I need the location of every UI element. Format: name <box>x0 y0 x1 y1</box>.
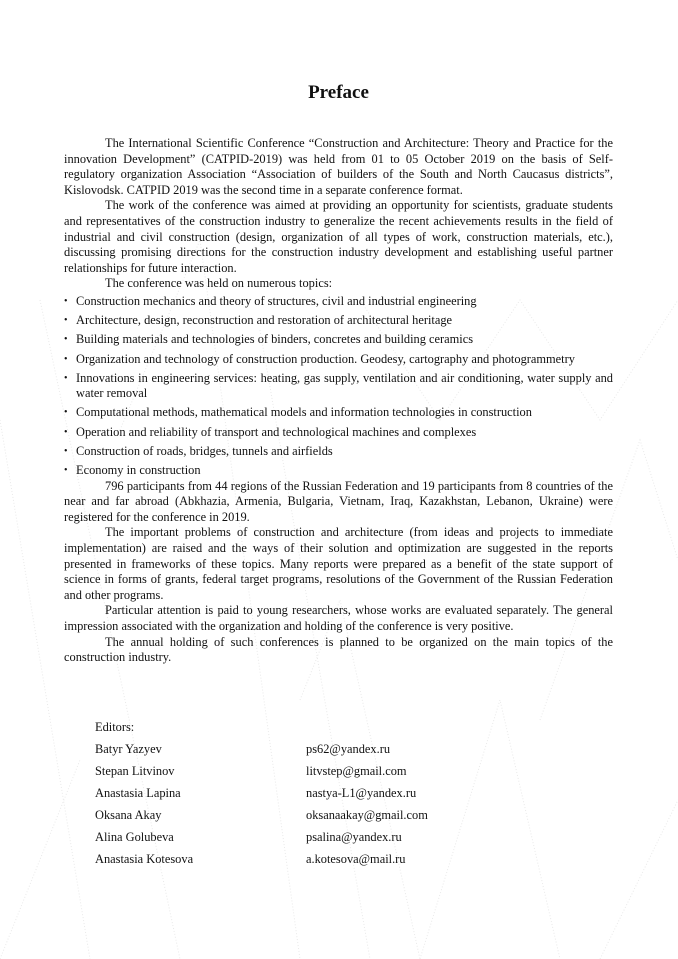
editor-row <box>95 804 428 826</box>
editor-name: Stepan Litvinov <box>95 764 175 778</box>
editor-name: Alina Golubeva <box>95 830 174 844</box>
editor-name: Batyr Yazyev <box>95 742 162 756</box>
bullet-icon: • <box>64 465 68 477</box>
bullet-icon: • <box>64 445 68 457</box>
paragraph-intro-1: The International Scientific Conference “Construction and Architecture: Theory and Practice for the innovation Development” (CATPID-2019) was held from 01 to 05 October 2019 on the basis of Self-regulatory organization Association “Association of builders of the South and North Caucasus districts”, Kislovodsk. CATPID 2019 was the second time in a separate conference format. <box>64 136 613 197</box>
editor-email: ps62@yandex.ru <box>306 742 391 756</box>
editor-row <box>95 782 428 804</box>
editor-name: Oksana Akay <box>95 808 162 822</box>
list-item: • Architecture, design, reconstruction and restoration of architectural heritage <box>64 313 453 328</box>
editor-email: litvstep@gmail.com <box>306 764 407 778</box>
list-item: • Operation and reliability of transport and technological machines and complexes <box>64 424 477 439</box>
list-item: • Economy in construction <box>64 463 201 478</box>
list-item: • Organization and technology of construction production. Geodesy, cartography and photogrammetry <box>64 351 575 366</box>
editor-email: psalina@yandex.ru <box>306 830 402 844</box>
editor-row <box>95 760 428 782</box>
list-item: • Construction mechanics and theory of structures, civil and industrial engineering <box>64 293 477 308</box>
bullet-icon: • <box>64 353 68 365</box>
list-item: • Construction of roads, bridges, tunnels and airfields <box>64 443 333 458</box>
list-item: • Computational methods, mathematical models and information technologies in construction <box>64 405 532 420</box>
paragraph-young-researchers: Particular attention is paid to young researchers, whose works are evaluated separately. The general impression associated with the organization and holding of the conference is very positive. <box>64 603 613 633</box>
bullet-icon: • <box>64 334 68 346</box>
editor-row <box>95 848 428 870</box>
paragraph-topics-lead: The conference was held on numerous topics: <box>105 276 333 291</box>
bullet-icon: • <box>64 407 68 419</box>
bullet-icon: • <box>64 372 68 384</box>
list-item: • Building materials and technologies of binders, concretes and building ceramics <box>64 332 474 347</box>
editors-heading: Editors: <box>95 720 135 734</box>
editor-email: oksanaakay@gmail.com <box>306 808 428 822</box>
editor-name: Anastasia Kotesova <box>95 852 194 866</box>
list-item: • Innovations in engineering services: heating, gas supply, ventilation and air conditioning, water supply and water removal <box>64 370 613 401</box>
editor-email: nastya-L1@yandex.ru <box>306 786 417 800</box>
paragraph-annual: The annual holding of such conferences is planned to be organized on the main topics of the construction industry. <box>64 634 613 665</box>
paragraph-intro-2: The work of the conference was aimed at providing an opportunity for scientists, graduate students and representatives of the construction industry to generalize the recent achievements results in the field of industrial and civil construction (design, organization of all types of work, construction materials, etc.), discussing promising directions for the construction industry development and establishing useful partner relationships for future interaction. <box>64 198 613 275</box>
editor-row <box>95 826 428 848</box>
editor-email: a.kotesova@mail.ru <box>306 852 406 866</box>
preface-body <box>64 136 613 666</box>
editor-row <box>95 738 428 760</box>
bullet-icon: • <box>64 295 68 307</box>
bullet-icon: • <box>64 315 68 327</box>
paragraph-problems: The important problems of construction and architecture (from ideas and projects to immediate implementation) are raised and the ways of their solution and optimization are suggested in the reports presented in frameworks of these topics. Many reports were prepared as a benefit of the state support of science in forms of grants, federal target programs, resolutions of the Government of the Russian Federation and other programs. <box>64 525 613 602</box>
paragraph-participants: 796 participants from 44 regions of the Russian Federation and 19 participants from 8 countries of the near and far abroad (Abkhazia, Armenia, Bulgaria, Vietnam, Iraq, Kazakhstan, Lebanon, Ukraine) were registered for the conference in 2019. <box>64 478 613 524</box>
editors-section <box>95 716 428 870</box>
bullet-icon: • <box>64 426 68 438</box>
page-title: Preface <box>308 82 369 103</box>
editor-name: Anastasia Lapina <box>95 786 181 800</box>
topics-list <box>64 294 613 479</box>
